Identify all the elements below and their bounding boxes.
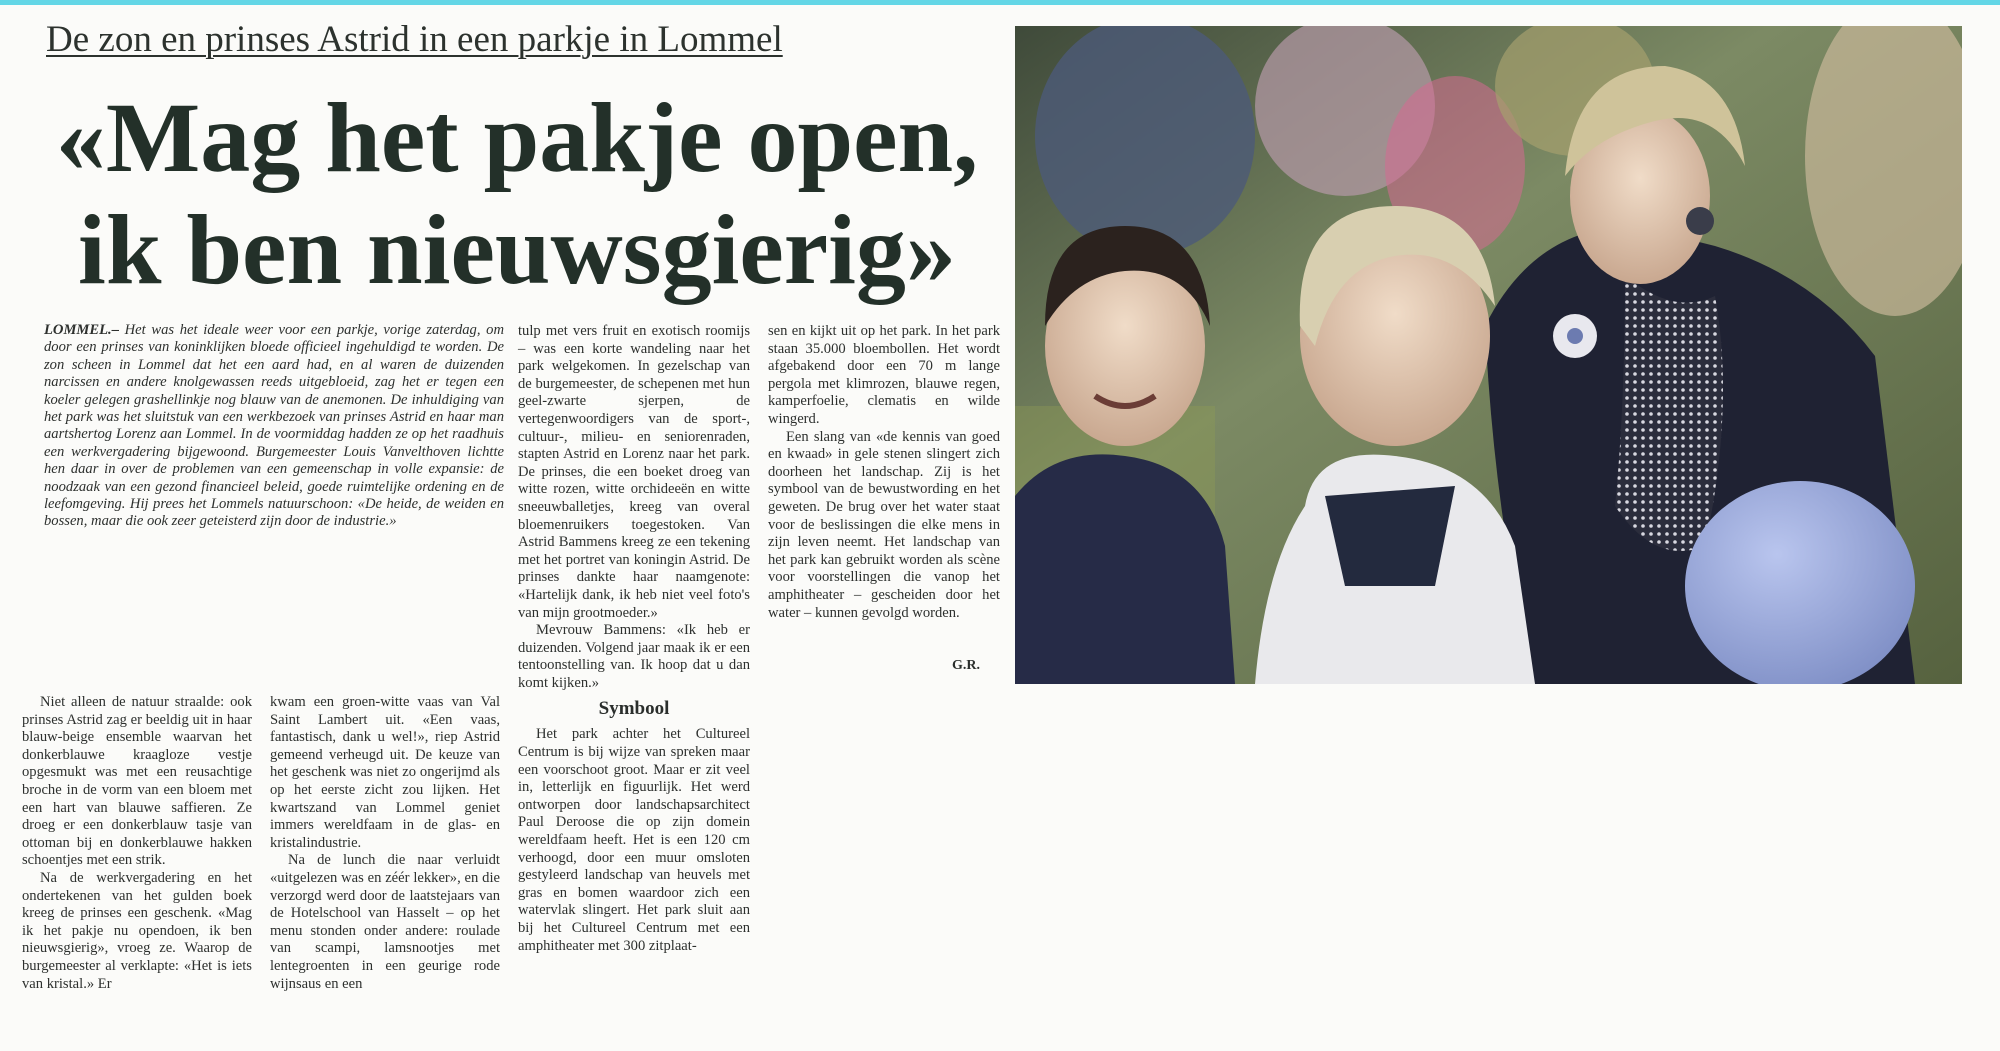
article-column-3 <box>768 323 1000 622</box>
paragraph: sen en kijkt uit op het park. In het park staan 35.000 bloembollen. Het wordt afgebakend door een 70 m lange pergola met klimrozen, blauwe regen, kamperfoelie, clematis en wilde wingerd. <box>768 323 1000 427</box>
subheading-symbool: Symbool <box>598 698 670 720</box>
byline: G.R. <box>952 658 980 673</box>
paragraph: Na de lunch die naar verluidt «uitgelezen was en zéér lekker», en die verzorgd werd door de laatstejaars van de Hotelschool van Hasselt – op het menu stonden onder andere: roulade van scampi, lamsnootjes met lentegroenten in een geurige rode wijnsaus en een <box>270 852 500 992</box>
lead-paragraph <box>44 322 504 531</box>
article-column-2 <box>518 323 750 955</box>
article-column-lower-2 <box>270 694 500 993</box>
article-column-lower-1 <box>22 694 252 993</box>
top-color-strip <box>0 0 2000 5</box>
paragraph: kwam een groen-witte vaas van Val Saint Lambert uit. «Een vaas, fantastisch, dank u wel!», riep Astrid gemeend verheugd uit. De keuze van het geschenk was niet zo ongerijmd als op het eerste zicht zou lijken. Het kwartszand van Lommel geniet immers wereldfaam in de glas- en kristalindustrie. <box>270 694 500 851</box>
paragraph: Het park achter het Cultureel Centrum is bij wijze van spreken maar een voorschoot groot. Maar er zit veel in, letterlijk en figuurlijk. Het werd ontworpen door landschapsarchitect Paul Deroose die op zijn domein wereldfaam heeft. Het is een 120 cm verhoogd, door een muur omsloten gestyleerd landschap van heuvels met gras en bomen waardoor zich een watervlak slingert. Het park sluit aan bij het Cultureel Centrum met een amphitheater met 300 zitplaat- <box>518 726 750 954</box>
dateline: LOMMEL.– <box>44 322 119 338</box>
headline-line-2: ik ben nieuwsgierig» <box>78 194 956 305</box>
news-photo-princess-with-children <box>1015 26 1962 684</box>
paragraph: Mevrouw Bammens: «Ik heb er duizenden. Volgend jaar maak ik er een tentoonstelling van. Ik hoop dat u dan komt kijken.» <box>518 622 750 691</box>
lead-text: Het was het ideale weer voor een parkje, vorige zaterdag, om door een prinses van koninklijken bloede officieel ingehuldigd te worden. De zon scheen in Lommel dat het een aard had, en al waren de duizenden narcissen en andere knolgewassen reeds uitgebloeid, zag het er tegen een koeler gelegen grashellinkje nog blauw van de anemonen. De inhuldiging van het park was het sluitstuk van een werkbezoek van prinses Astrid en haar man aartshertog Lorenz aan Lommel. In de voormiddag hadden ze op het raadhuis een werkvergadering bijgewoond. Burgemeester Louis Vanvelthoven lichtte hen daar in over de problemen van een gemeenschap in volle expansie: de noodzaak van een gezond financieel beleid, goede ruimtelijke ordening en de leefomgeving. Hij prees het Lommels natuurschoon: «De heide, de weiden en bossen, maar die ook zeer geteisterd zijn door de industrie.» <box>44 322 504 530</box>
paragraph: tulp met vers fruit en exotisch roomijs – was een korte wandeling naar het park welgekomen. In gezelschap van de burgemeester, de schepenen met hun geel-zwarte sjerpen, de vertegenwoordigers van de sport-, cultuur-, milieu- en seniorenraden, stapten Astrid en Lorenz naar het park. De prinses, die een boeket droeg van witte rozen, witte orchideeën en witte sneeuwballetjes, kreeg van overal bloemenruikers toegestoken. Van Astrid Bammens kreeg ze een tekening met het portret van koningin Astrid. De prinses dankte haar naamgenote: «Hartelijk dank, ik heb niet veel foto's van mijn grootmoeder.» <box>518 323 750 621</box>
headline-line-1: «Mag het pakje open, <box>55 82 979 193</box>
article-headline <box>22 82 1012 306</box>
article-kicker: De zon en prinses Astrid in een parkje in Lommel <box>46 19 783 60</box>
paragraph: Niet alleen de natuur straalde: ook prinses Astrid zag er beeldig uit in haar blauw-beige ensemble waarvan het donkerblauwe kraagloze vestje opgesmukt was met een reusachtige broche in de vorm van een bloem met een hart van blauwe saffieren. Ze droeg er een donkerblauw tasje van ottoman bij en donkerblauwe hakken schoentjes met een strik. <box>22 694 252 869</box>
paragraph: Na de werkvergadering en het ondertekenen van het gulden boek kreeg de prinses een geschenk. «Mag ik het pakje nu opendoen, ik ben nieuwsgierig», vroeg ze. Waarop de burgemeester al verklapte: «Het is iets van kristal.» Er <box>22 869 252 992</box>
paragraph: Een slang van «de kennis van goed en kwaad» in gele stenen slingert zich doorheen het landschap. Zij is het symbool van de bewustwording en het geweten. De brug over het water staat voor de beslissingen die elke mens in zijn leven neemt. Het landschap van het park kan gebruikt worden als scène voor voorstellingen die vanop het amphitheater – gescheiden door het water – kunnen gevolgd worden. <box>768 428 1000 621</box>
